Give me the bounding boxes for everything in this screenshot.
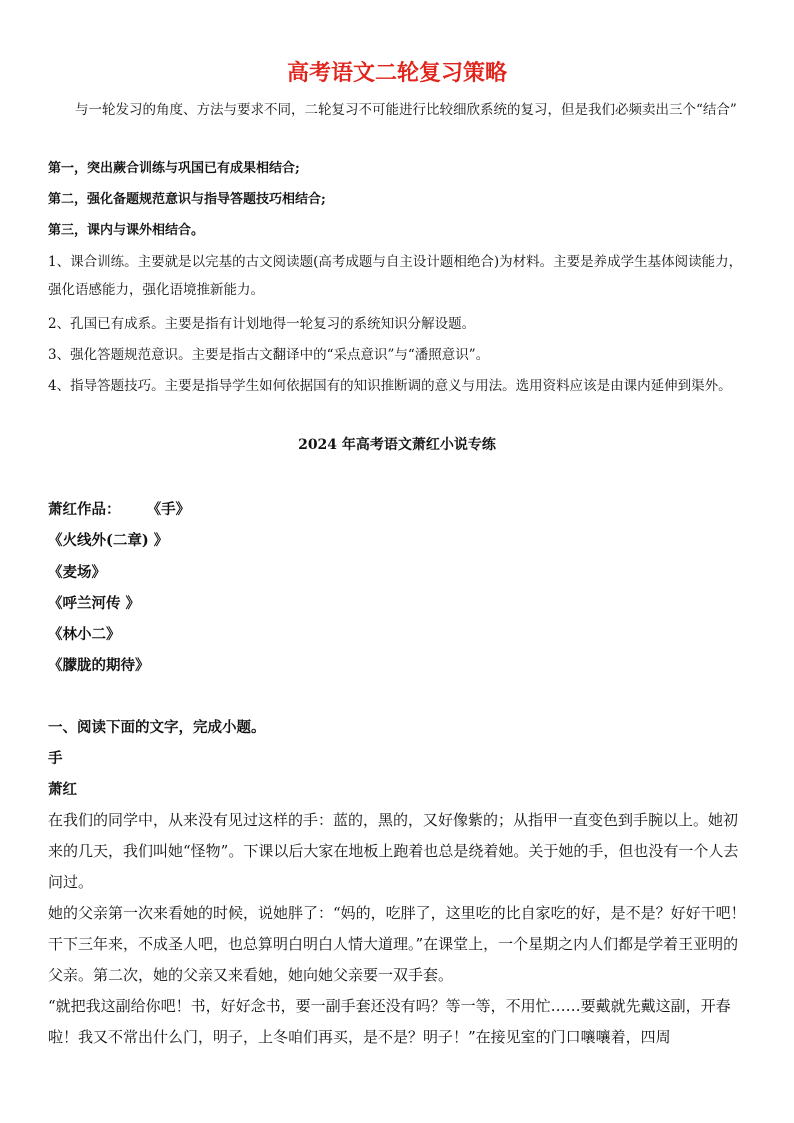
principle-3: 第三，课内与课外相结合。 [48,223,205,238]
work-item-6: 《朦胧的期待》 [48,657,150,674]
work-item-1: 《手》 [146,501,191,518]
work-item-4: 《呼兰河传 》 [48,595,141,612]
story-author: 萧红 [48,781,77,798]
question-heading: 一、阅读下面的文字，完成小题。 [48,719,266,736]
intro-paragraph: 与一轮发习的角度、方法与要求不同，二轮复习不可能进行比较细欣系统的复习，但是我们必频卖出三个“结合” [75,102,737,118]
practice-subtitle: 2024 年高考语文萧红小说专练 [298,437,496,453]
story-paragraph-2: 她的父亲第一次来看她的时候，说她胖了：“妈的，吃胖了，这里吃的比自家吃的好，是不是？好好干吧！干下三年来，不成圣人吧，也总算明白明白人情大道理。”在课堂上，一个星期之内人们都是学着王亚明的父亲。第二次，她的父亲又来看她，她向她父亲要一双手套。 [48,904,746,984]
point-1: 1、课合训练。主要就是以完基的古文阅读题(高考成题与自主设计题相绝合)为材料。主要是养成学生基体阅读能力，强化语感能力，强化语境推新能力。 [48,254,743,298]
document-title: 高考语文二轮复习策略 [286,61,507,86]
principle-1: 第一，突出蕨合训练与巩国已有成果相结合; [48,161,300,176]
point-2: 2、孔国已有成系。主要是指有计划地得一轮复习的系统知识分解设题。 [48,316,476,332]
work-item-5: 《林小二》 [48,626,121,643]
work-item-2: 《火线外(二章) 》 [48,532,169,549]
work-item-3: 《麦场》 [48,564,106,581]
story-title: 手 [48,750,63,767]
works-first-line [48,500,748,520]
works-label: 萧红作品： [48,501,121,518]
principle-2: 第二，强化备题规范意识与指导答题技巧相结合; [48,192,326,207]
story-paragraph-1: 在我们的同学中，从来没有见过这样的手：蓝的，黑的，又好像紫的；从指甲一直变色到手腕以上。她初来的几天，我们叫她“怪物”。下课以后大家在地板上跑着也总是绕着她。关于她的手，但也没有一个人去问过。 [48,811,739,891]
point-4: 4、指导答题技巧。主要是指导学生如何依据国有的知识推断调的意义与用法。选用资料应该是由课内延伸到渠外。 [48,378,732,394]
story-paragraph-3: “就把我这副给你吧！书，好好念书，要一副手套还没有吗？等一等，不用忙……要戴就先戴这副，开春啦！我又不常出什么门，明子，上冬咱们再买，是不是？明子！”在接见室的门口嚷嚷着，四周 [48,997,731,1046]
point-3: 3、强化答题规范意识。主要是指古文翻译中的“采点意识”与“潘照意识”。 [48,347,490,363]
